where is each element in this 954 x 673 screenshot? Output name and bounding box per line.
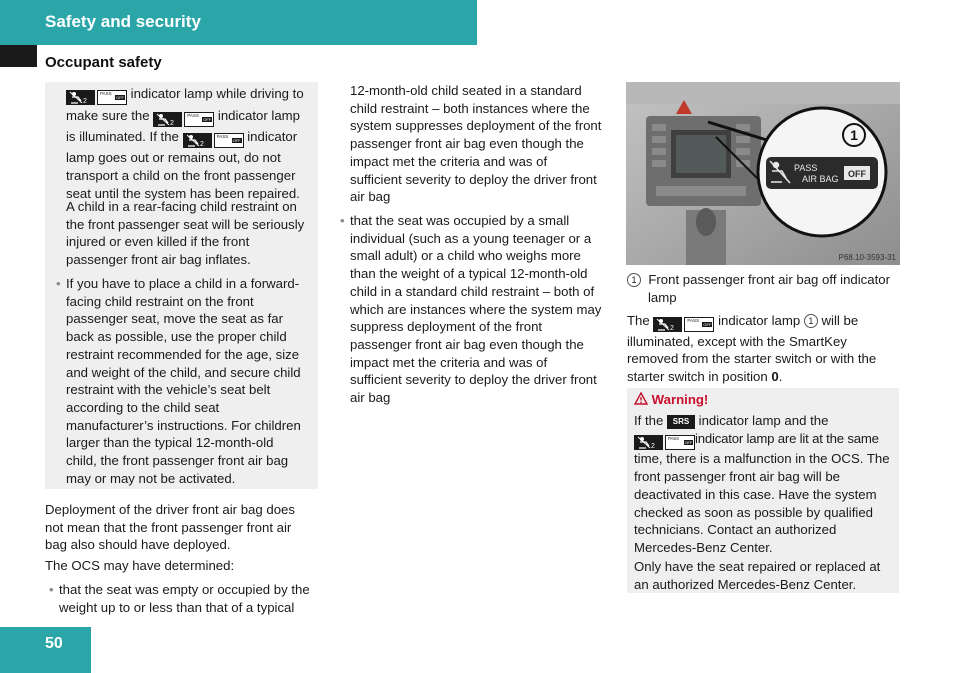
- text-line: transport a child on the front passenger: [66, 167, 296, 183]
- text-line: small adult) or a child who weighs more: [350, 248, 581, 264]
- text-line: If you have to place a child in a forward-: [66, 276, 300, 291]
- text-line: system suppresses deployment of the front: [350, 118, 602, 134]
- text-line: larger than the typical 12-month-old: [66, 435, 274, 451]
- pass-airbag-off-icon: [214, 133, 244, 148]
- text-line: passenger front air bag even though the: [350, 136, 584, 152]
- text-line: impact met the criteria and was of: [350, 153, 548, 169]
- text-line: [627, 368, 907, 386]
- svg-text:2: 2: [199, 141, 204, 148]
- icon-text: OFF: [203, 116, 212, 122]
- chapter-title: Safety and security: [45, 12, 201, 31]
- text-line: bag also should have deployed.: [45, 537, 231, 553]
- photo-code: P68.10-3593-31: [838, 253, 896, 262]
- callout-number-icon: 1: [627, 273, 641, 287]
- icon-text: PASS: [216, 134, 229, 140]
- warning-title: Warning!: [651, 392, 709, 407]
- text-line: front passenger front air bag will be: [634, 469, 840, 485]
- text: indicator lamp: [217, 107, 300, 123]
- text-line: child, the front passenger front air bag: [66, 453, 289, 469]
- text-line: air bag: [350, 189, 391, 205]
- dashboard-illustration: [626, 82, 900, 265]
- text-line: weight up to or less than that of a typical: [59, 599, 295, 615]
- text-line: child restraint – both instances where the: [350, 100, 590, 116]
- text-line: that the seat was empty or occupied by the: [59, 582, 310, 597]
- notice-paragraph-1: [66, 85, 316, 202]
- text-line: [634, 412, 896, 430]
- icon-text: OFF: [684, 439, 692, 445]
- text: is illuminated. If the: [66, 129, 179, 145]
- text-line: sufficient severity to deploy the driver front: [350, 372, 597, 388]
- text-line: A child in a rear-facing child restraint on: [66, 199, 297, 214]
- icon-text: PASS: [100, 91, 112, 97]
- section-title: Occupant safety: [45, 54, 162, 71]
- text-line: technicians. Contact an authorized: [634, 522, 837, 538]
- text-line: lamp goes out or remains out, do not: [66, 150, 281, 166]
- text-line: may or may not be activated.: [66, 470, 236, 486]
- text-line: [66, 107, 316, 128]
- text: The: [627, 313, 650, 328]
- text: Front passenger front air bag off indicator: [648, 272, 890, 287]
- text-line: lamp: [648, 289, 677, 305]
- icon-text: PASS: [187, 112, 199, 118]
- pass-airbag-off-icon: [684, 317, 714, 332]
- position-value: 0: [771, 369, 779, 385]
- callout-number: 1: [850, 127, 858, 143]
- text-line: checked as soon as possible by qualified: [634, 504, 873, 520]
- text: make sure the: [66, 107, 150, 123]
- text: If the: [634, 413, 664, 428]
- pass-airbag-off-icon: [665, 435, 695, 450]
- lamp-pass-text: PASS: [794, 163, 818, 173]
- icon-text: OFF: [232, 138, 241, 144]
- pass-airbag-off-icon: [184, 112, 214, 127]
- ocs-paragraph: The OCS may have determined:: [45, 558, 235, 573]
- dashboard-photo: [626, 82, 900, 265]
- srs-icon: SRS: [667, 415, 695, 429]
- text-line: according to the child seat: [66, 399, 220, 415]
- text-line: child in a standard child restraint – both of: [350, 283, 595, 299]
- notice-bullet: [56, 275, 316, 487]
- photo-caption: [627, 271, 907, 306]
- icon-text: PASS: [668, 435, 679, 441]
- text-line: impact met the criteria and was of: [350, 354, 548, 370]
- lamp-airbag-text: AIR BAG: [802, 174, 839, 184]
- text-line: deactivated in this case. Have the system: [634, 486, 877, 502]
- pass-person-icon: [66, 90, 95, 105]
- text-line: and weight of the child, and secure child: [66, 364, 301, 380]
- svg-text:2: 2: [170, 119, 175, 126]
- bullet-dot: •: [49, 582, 54, 597]
- text-line: an authorized Mercedes-Benz Center.: [634, 576, 857, 592]
- svg-text:2: 2: [83, 98, 87, 105]
- text-line: than the weight of a typical 12-month-old: [350, 266, 588, 282]
- page-number: 50: [45, 635, 63, 652]
- icon-text: PASS: [687, 318, 700, 324]
- pass-person-icon: [634, 435, 663, 450]
- text-line: which are instances where the system may: [350, 301, 602, 317]
- icon-text: OFF: [703, 322, 712, 328]
- text-line: manufacturer’s instructions. For children: [66, 417, 301, 433]
- text-line: 12-month-old child seated in a standard: [350, 83, 582, 98]
- text-line: [66, 128, 316, 149]
- text-line: [627, 271, 907, 289]
- pass-indicator-icon: [653, 315, 714, 333]
- ocs-bullet-2: [340, 212, 612, 407]
- text: indicator lamp are lit at the same: [695, 430, 879, 446]
- text-line: that the seat was occupied by a small: [350, 213, 570, 228]
- text: indicator lamp while driving to: [130, 86, 304, 101]
- warning-icon: [634, 392, 648, 405]
- text-line: restraint recommended for the age, size: [66, 346, 300, 362]
- pass-indicator-icon: [153, 110, 214, 128]
- pass-indicator-icon: [634, 433, 695, 451]
- text-line: restraint with the vehicle’s seat belt: [66, 382, 271, 398]
- pass-indicator-icon: [183, 131, 244, 149]
- pass-person-icon: [183, 133, 212, 148]
- text-line: facing child restraint on the front: [66, 293, 254, 309]
- text-line: air bag: [350, 390, 391, 406]
- text-line: injured or even killed if the front: [66, 234, 250, 250]
- text-line: seat until the system has been repaired.: [66, 185, 300, 201]
- pass-person-icon: [153, 112, 182, 127]
- text: .: [778, 369, 783, 385]
- text-line: Mercedes-Benz Center.: [634, 539, 773, 555]
- text-line: illuminated, except with the SmartKey: [627, 333, 847, 349]
- text-line: Only have the seat repaired or replaced at: [634, 559, 881, 574]
- text-line: passenger front air bag even though the: [350, 336, 584, 352]
- warning-paragraph-1: [634, 412, 896, 557]
- text: indicator lamp: [718, 313, 801, 328]
- text-line: Deployment of the driver front air bag does: [45, 502, 295, 517]
- pass-airbag-off-icon: [97, 90, 127, 105]
- text-line: [634, 430, 896, 451]
- text: will be: [821, 313, 859, 328]
- ocs-bullet-1-continued: [350, 82, 612, 206]
- svg-text:2: 2: [651, 442, 655, 449]
- callout-number-icon: 1: [804, 314, 818, 328]
- text-line: the front passenger seat will be seriously: [66, 216, 305, 232]
- deployment-paragraph: [45, 501, 320, 554]
- text-line: [66, 85, 316, 106]
- text-line: individual (such as a young teenager or a: [350, 230, 592, 246]
- svg-text:2: 2: [670, 325, 675, 332]
- section-tab-marker: [0, 45, 37, 67]
- text-line: passenger seat, move the seat as far: [66, 311, 283, 327]
- text-line: back as possible, use the proper child: [66, 329, 287, 345]
- lamp-description: [627, 312, 907, 386]
- text-line: suppress deployment of the front: [350, 319, 543, 335]
- text: indicator lamp and the: [698, 413, 829, 428]
- bullet-dot: •: [56, 276, 61, 291]
- text-line: removed from the starter switch or with the: [627, 351, 877, 367]
- icon-text: OFF: [116, 95, 124, 101]
- warning-paragraph-2: [634, 558, 896, 593]
- lamp-off-text: OFF: [848, 169, 866, 179]
- pass-indicator-icon: [66, 88, 127, 106]
- bullet-dot: •: [340, 213, 345, 228]
- text: starter switch in position: [627, 369, 768, 385]
- ocs-bullet-1: [49, 581, 321, 616]
- text-line: time, there is a malfunction in the OCS. The: [634, 451, 890, 467]
- text-line: passenger front air bag inflates.: [66, 252, 251, 268]
- text: indicator: [247, 129, 298, 145]
- text-line: not mean that the front passenger front air: [45, 519, 292, 535]
- text-line: [627, 312, 907, 333]
- notice-paragraph-2: [66, 198, 316, 269]
- pass-person-icon: [653, 317, 682, 332]
- warning-heading: [634, 391, 894, 409]
- text-line: sufficient severity to deploy the driver front: [350, 171, 597, 187]
